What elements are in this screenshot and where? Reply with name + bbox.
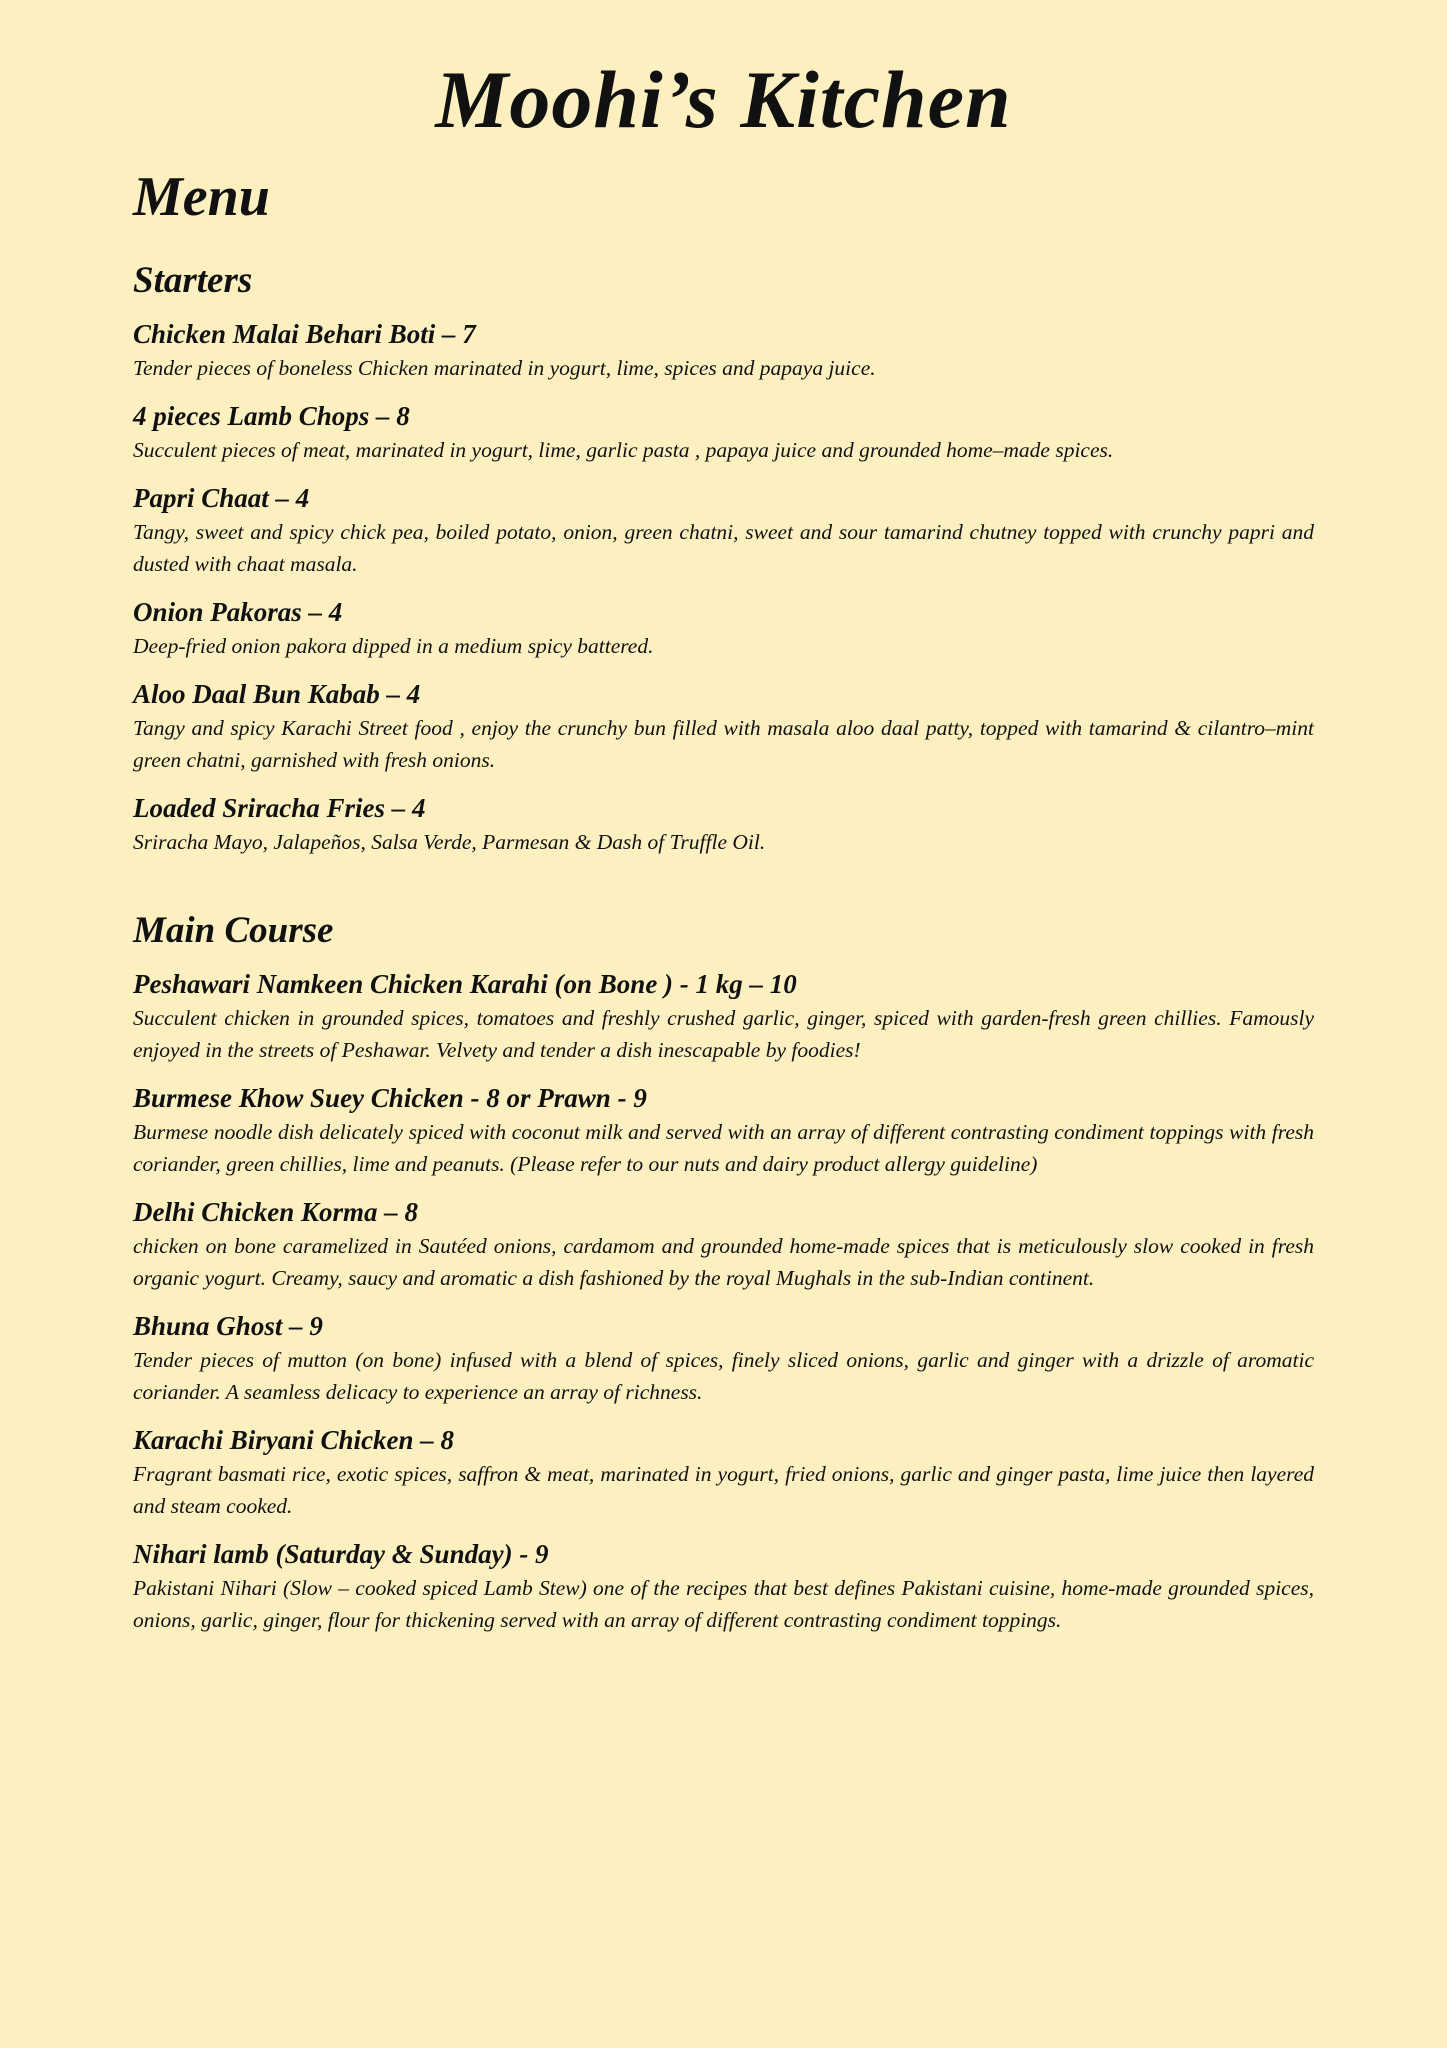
restaurant-name: Moohi’s Kitchen bbox=[435, 54, 1012, 145]
item-description: Tangy and spicy Karachi Street food , enjoy the crunchy bun filled with masala aloo daal patty, topped with tamarind & cilantro–mint green chatni, garnished with fresh onions. bbox=[133, 716, 1314, 772]
menu-item bbox=[133, 1308, 1314, 1408]
menu-item bbox=[133, 398, 1314, 466]
item-description: Tender pieces of boneless Chicken marinated in yogurt, lime, spices and papaya juice. bbox=[133, 356, 876, 380]
menu-item bbox=[133, 1536, 1314, 1636]
item-name: Aloo Daal Bun Kabab – 4 bbox=[133, 679, 421, 709]
item-description: Tangy, sweet and spicy chick pea, boiled potato, onion, green chatni, sweet and sour tamarind chutney topped with crunchy papri and dusted with chaat masala. bbox=[133, 520, 1314, 576]
item-name: Delhi Chicken Korma – 8 bbox=[133, 1197, 419, 1227]
menu-item bbox=[133, 790, 1314, 858]
menu-item bbox=[133, 480, 1314, 580]
menu-item bbox=[133, 966, 1314, 1066]
item-name: 4 pieces Lamb Chops – 8 bbox=[133, 401, 410, 431]
item-description: Sriracha Mayo, Jalapeños, Salsa Verde, Parmesan & Dash of Truffle Oil. bbox=[133, 830, 766, 854]
section-starters bbox=[133, 256, 1314, 858]
item-name: Karachi Biryani Chicken – 8 bbox=[133, 1425, 455, 1455]
menu-item bbox=[133, 1194, 1314, 1294]
section-title: Starters bbox=[133, 260, 253, 301]
section-title: Main Course bbox=[133, 910, 334, 951]
item-description: chicken on bone caramelized in Sautéed onions, cardamom and grounded home-made spices that is meticulously slow cooked in fresh organic yogurt. Creamy, saucy and aromatic a dish fashioned by the royal Mughals in the sub-Indian continent. bbox=[133, 1234, 1314, 1290]
item-name: Burmese Khow Suey Chicken - 8 or Prawn - 9 bbox=[133, 1083, 647, 1113]
item-name: Onion Pakoras – 4 bbox=[133, 597, 343, 627]
item-description: Succulent pieces of meat, marinated in yogurt, lime, garlic pasta , papaya juice and grounded home–made spices. bbox=[133, 438, 1114, 462]
item-description: Deep-fried onion pakora dipped in a medium spicy battered. bbox=[133, 634, 654, 658]
item-name: Bhuna Ghost – 9 bbox=[133, 1311, 323, 1341]
main-course-list bbox=[133, 966, 1314, 1636]
menu-item bbox=[133, 1080, 1314, 1180]
menu-item bbox=[133, 1422, 1314, 1522]
menu-item bbox=[133, 316, 1314, 384]
item-description: Pakistani Nihari (Slow – cooked spiced Lamb Stew) one of the recipes that best defines Pakistani cuisine, home-made grounded spices, onions, garlic, ginger, flour for thickening served with an array of different contrasting condiment toppings. bbox=[133, 1576, 1314, 1632]
item-name: Chicken Malai Behari Boti – 7 bbox=[133, 319, 476, 349]
item-name: Papri Chaat – 4 bbox=[133, 483, 310, 513]
menu-title: Menu bbox=[133, 166, 270, 228]
menu-item bbox=[133, 594, 1314, 662]
item-description: Succulent chicken in grounded spices, tomatoes and freshly crushed garlic, ginger, spiced with garden-fresh green chillies. Famously enjoyed in the streets of Peshawar. Velvety and tender a dish inescapable by foodies! bbox=[133, 1006, 1314, 1062]
menu-item bbox=[133, 676, 1314, 776]
item-name: Loaded Sriracha Fries – 4 bbox=[133, 793, 426, 823]
starters-list bbox=[133, 316, 1314, 858]
item-description: Fragrant basmati rice, exotic spices, saffron & meat, marinated in yogurt, fried onions, garlic and ginger pasta, lime juice then layered and steam cooked. bbox=[133, 1462, 1314, 1518]
item-description: Burmese noodle dish delicately spiced with coconut milk and served with an array of different contrasting condiment toppings with fresh coriander, green chillies, lime and peanuts. (Please refer to our nuts and dairy product allergy guideline) bbox=[133, 1120, 1314, 1176]
item-name: Peshawari Namkeen Chicken Karahi (on Bone ) - 1 kg – 10 bbox=[133, 969, 797, 999]
item-description: Tender pieces of mutton (on bone) infused with a blend of spices, finely sliced onions, garlic and ginger with a drizzle of aromatic coriander. A seamless delicacy to experience an array of richness. bbox=[133, 1348, 1314, 1404]
section-main-course bbox=[133, 906, 1314, 1636]
item-name: Nihari lamb (Saturday & Sunday) - 9 bbox=[133, 1539, 549, 1569]
